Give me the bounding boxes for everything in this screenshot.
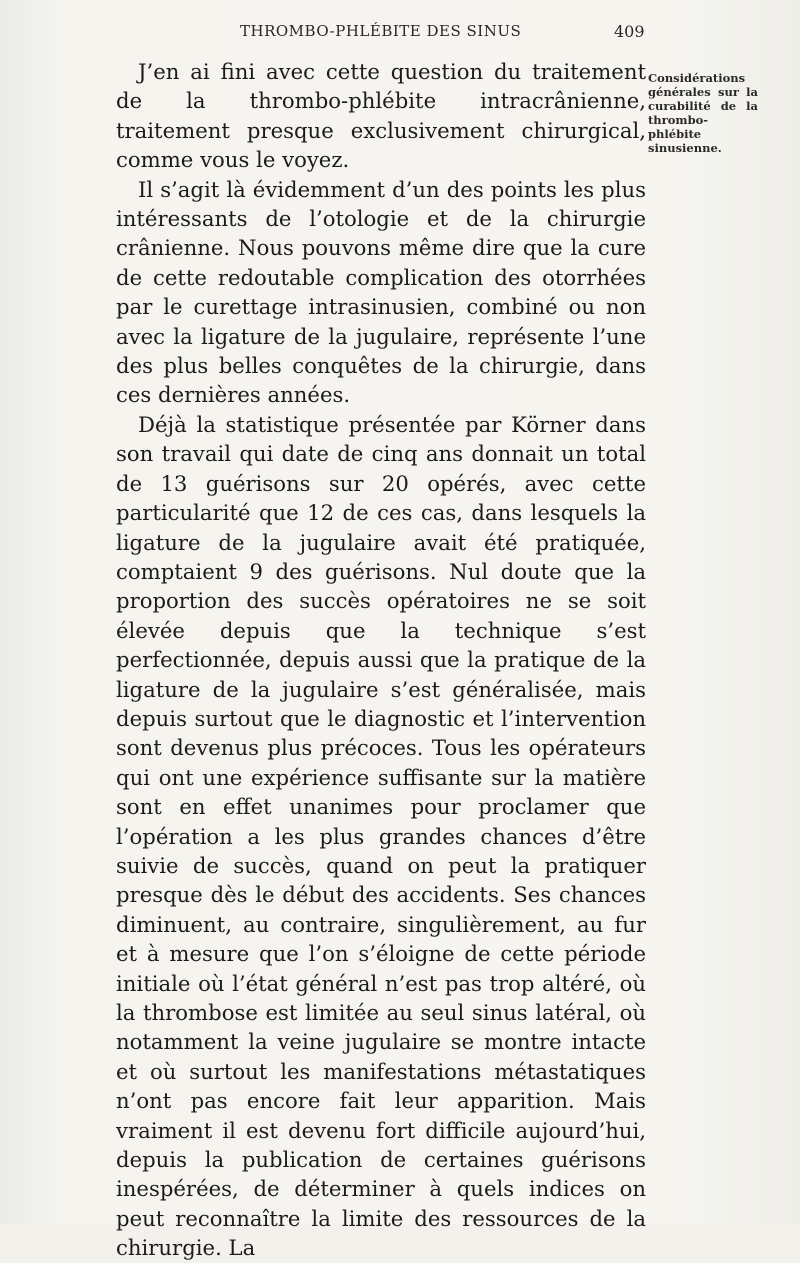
paragraph: J’en ai fini avec cette question du traitement de la thrombo-phlébite intracrânienne, traitement presque exclusivement chirurgical, comme vous le voyez. — [116, 59, 646, 173]
margin-note: Considérations générales sur la curabilité de la thrombo-phlébite sinusienne. — [648, 71, 758, 155]
body-text — [116, 57, 646, 1263]
page-number: 409 — [614, 22, 645, 41]
running-title: THROMBO-PHLÉBITE DES SINUS — [240, 22, 522, 40]
paragraph: Déjà la statistique présentée par Körner dans son travail qui date de cinq ans donnait un total de 13 guérisons sur 20 opérés, avec cette particularité que 12 de ces cas, dans lesquels la ligature de la jugulaire avait été pratiquée, comptaient 9 des guérisons. Nul doute que la proportion des succès opératoires ne se soit élevée depuis que la technique s’est perfectionnée, depuis aussi que la pratique de la ligature de la jugulaire s’est généralisée, mais depuis surtout que le diagnostic et l’intervention sont devenus plus précoces. Tous les opérateurs qui ont une expérience suffisante sur la matière sont en effet unanimes pour proclamer que l’opération a les plus grandes chances d’être suivie de succès, quand on peut la pratiquer presque dès le début des accidents. Ses chances diminuent, au contraire, singulièrement, au fur et à mesure que l’on s’éloigne de cette période initiale où l’état général n’est pas trop altéré, où la thrombose est limitée au seul sinus latéral, où notamment la veine jugulaire se montre intacte et où surtout les manifestations métastatiques n’ont pas encore fait leur apparition. Mais vraiment il est devenu fort difficile aujourd’hui, depuis la publication de certaines guérisons inespérées, de déterminer à quels indices on peut reconnaître la limite des ressources de la chirurgie. La — [116, 411, 646, 1261]
paragraph: Il s’agit là évidemment d’un des points les plus intéressants de l’otologie et de la chirurgie crânienne. Nous pouvons même dire que la cure de cette redoutable complication des otorrhées par le curettage intrasinusien, combiné ou non avec la ligature de la jugulaire, représente l’une des plus belles conquêtes de la chirurgie, dans ces dernières années. — [116, 176, 646, 408]
